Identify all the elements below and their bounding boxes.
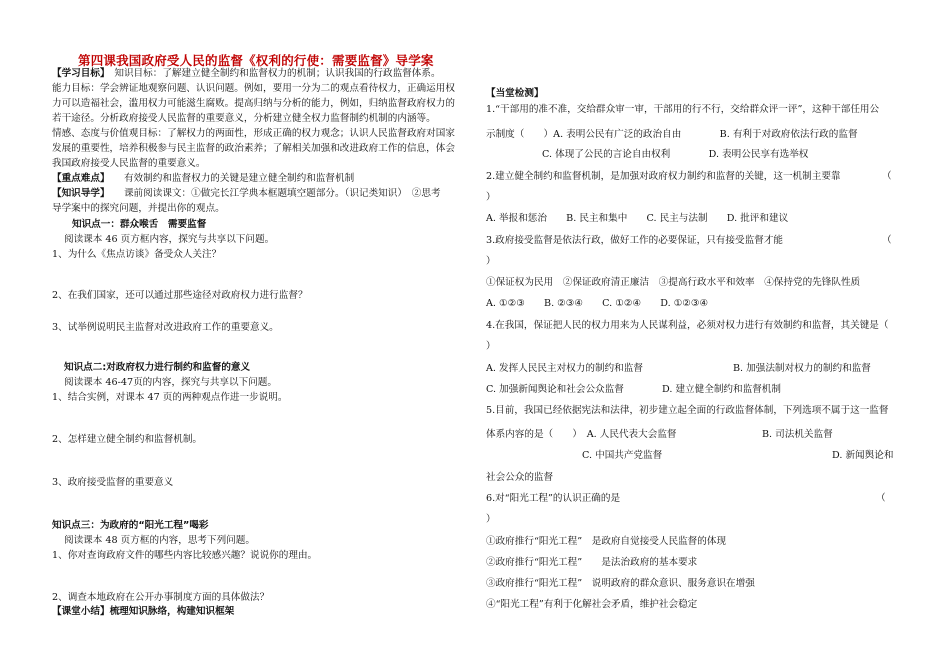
key-points-text: 有效制约和监督权力的关键是建立健全制约和监督机制 [123,173,355,184]
knowledge-1-intro: 阅读课本 46 页方框内容，探究与共享以下问题。 [64,234,275,245]
key-points-heading: 【重点难点】 [52,173,105,184]
knowledge-2-heading: 知识点二:对政府权力进行制约和监督的意义 [64,362,251,373]
learning-goals-line-3: 力可以造福社会，滥用权力可能滋生腐败。提高归纳与分析的能力，例如，归纳监督政府权力的 [52,98,455,109]
knowledge-2-question-3: 3、政府接受监督的重要意义 [52,477,174,488]
summary-heading: 【课堂小结】 [52,606,110,617]
knowledge-1-heading: 知识点一：群众喉舌 需要监督 [72,219,207,230]
knowledge-1-question-1: 1、为什么《焦点访谈》备受众人关注？ [52,249,222,260]
knowledge-3-intro: 阅读课本 48 页方框的内容，思考下列问题。 [64,535,255,546]
q2-line-1: 2.建立健全制约和监督机制，是加强对政府权力制约和监督的关键，这一机制主要靠 [486,171,841,182]
q1-line-3: C. 体现了公民的言论自由权利 D. 表明公民享有选举权 [542,149,809,160]
guide-line-1 [52,187,441,200]
learning-goals-line-6: 发展的重要性，培养积极参与民主监督的政治素养；了解相关加强和改进政府工作的信息，体会 [52,143,455,154]
knowledge-2-question-1: 1、结合实例，对课本 47 页的两种观点作进一步说明。 [52,392,288,403]
q5-option-d: D. 新闻舆论和 [832,450,894,461]
q4-option-b: B. 加强法制对权力的制约和监督 [733,363,871,374]
learning-goals-line-7: 我国政府接受人民监督的重要意义。 [52,158,206,169]
q6-item-1: ①政府推行“阳光工程” 是政府自觉接受人民监督的体现 [486,536,727,547]
q3-line-1: 3.政府接受监督是依法行政，做好工作的必要保证，只有接受监督才能 [486,235,783,246]
q4-line-1: 4.在我国，保证把人民的权力用来为人民谋利益，必须对权力进行有效制约和监督，其关键是（ [486,320,889,331]
q6-item-3: ③政府推行“阳光工程” 说明政府的群众意识、服务意识在增强 [486,578,755,589]
q5-option-c: C. 中国共产党监督 [582,450,663,461]
guide-line-2: 导学案中的探究问题，并提出你的观点。 [52,203,225,214]
learning-goals-line-2: 能力目标：学会辨证地观察问题、认识问题。例如，要用一分为二的观点看待权力，正确运用权 [52,83,455,94]
q5-line-1: 5.目前，我国已经依据宪法和法律，初步建立起全面的行政监督体制，下列选项不属于这一监督 [486,405,889,416]
q6-paren-open: （ [876,493,886,504]
q6-item-4: ④“阳光工程”有利于化解社会矛盾，维护社会稳定 [486,599,698,610]
q2-options: A. 举报和惩治 B. 民主和集中 C. 民主与法制 D. 批评和建议 [486,213,789,224]
q1-line-2: 示制度（ ）A. 表明公民有广泛的政治自由 B. 有利于对政府依法行政的监督 [486,129,858,140]
guide-text-1: 课前阅读课文：①做完长江学典本框题填空题部分。（识记类知识） ②思考 [123,188,441,199]
learning-goals-heading: 【学习目标】 [52,68,105,79]
q3-paren-open: （ [882,235,892,246]
knowledge-2-intro: 阅读课本 46-47页的内容，探究与共享以下问题。 [64,377,277,388]
summary-text: 梳理知识脉络，构建知识框架 [109,606,235,617]
key-points-line [52,172,354,185]
q3-items: ①保证权为民用 ②保证政府清正廉洁 ③提高行政水平和效率 ④保持党的先锋队性质 [486,277,861,288]
learning-goals-line-5: 情感、态度与价值观目标：了解权力的两面性，形成正确的权力观念；认识人民监督政府对国家 [52,128,455,139]
q4-option-a: A. 发挥人民民主对权力的制约和监督 [486,363,643,374]
check-heading: 【当堂检测】 [486,88,544,99]
q5-option-b: B. 司法机关监督 [762,429,833,440]
q1-line-1: 1.“干部用的准不准，交给群众审一审，干部用的行不行，交给群众评一评”，这种干部任用公 [486,104,880,115]
q5-line-3: 社会公众的监督 [486,472,554,483]
q4-option-c: C. 加强新闻舆论和社会公众监督 [486,384,624,395]
q3-options: A. ①②③ B. ②③④ C. ①②④ D. ①②③④ [486,298,709,309]
learning-goals-line-1 [52,67,441,80]
guide-heading: 【知识导学】 [52,188,105,199]
summary-line [52,605,234,618]
q4-paren-close: ） [486,341,496,352]
knowledge-3-heading: 知识点三：为政府的“阳光工程”喝彩 [52,520,209,531]
q6-item-2: ②政府推行“阳光工程” 是法治政府的基本要求 [486,557,698,568]
q5-line-2: 体系内容的是（ ） A. 人民代表大会监督 [486,429,677,440]
q4-option-d: D. 建立健全制约和监督机制 [662,384,781,395]
knowledge-2-question-2: 2、怎样建立健全制约和监督机制。 [52,434,203,445]
q2-paren-open: （ [882,171,892,182]
learning-goals-text-1: 知识目标：了解建立健全制约和监督权力的机制；认识我国的行政监督体系。 [114,68,441,79]
q2-paren-close: ） [486,192,496,203]
q6-line-1: 6.对“阳光工程”的认识正确的是 [486,493,621,504]
knowledge-1-question-3: 3、试举例说明民主监督对改进政府工作的重要意义。 [52,322,279,333]
knowledge-3-question-2: 2、调查本地政府在公开办事制度方面的具体做法？ [52,592,270,603]
learning-goals-line-4: 若干途径。分析政府接受人民监督的重要意义，分析建立健全权力监督制约机制的内涵等。 [52,113,436,124]
knowledge-1-question-2: 2、在我们国家，还可以通过那些途径对政府权力进行监督？ [52,290,308,301]
page-title: 第四课我国政府受人民的监督《权利的行使：需要监督》导学案 [78,53,434,68]
q3-paren-close: ） [486,256,496,267]
q6-paren-close: ） [486,514,496,525]
knowledge-3-question-1: 1、你对查询政府文件的哪些内容比较感兴趣？说说你的理由。 [52,550,318,561]
